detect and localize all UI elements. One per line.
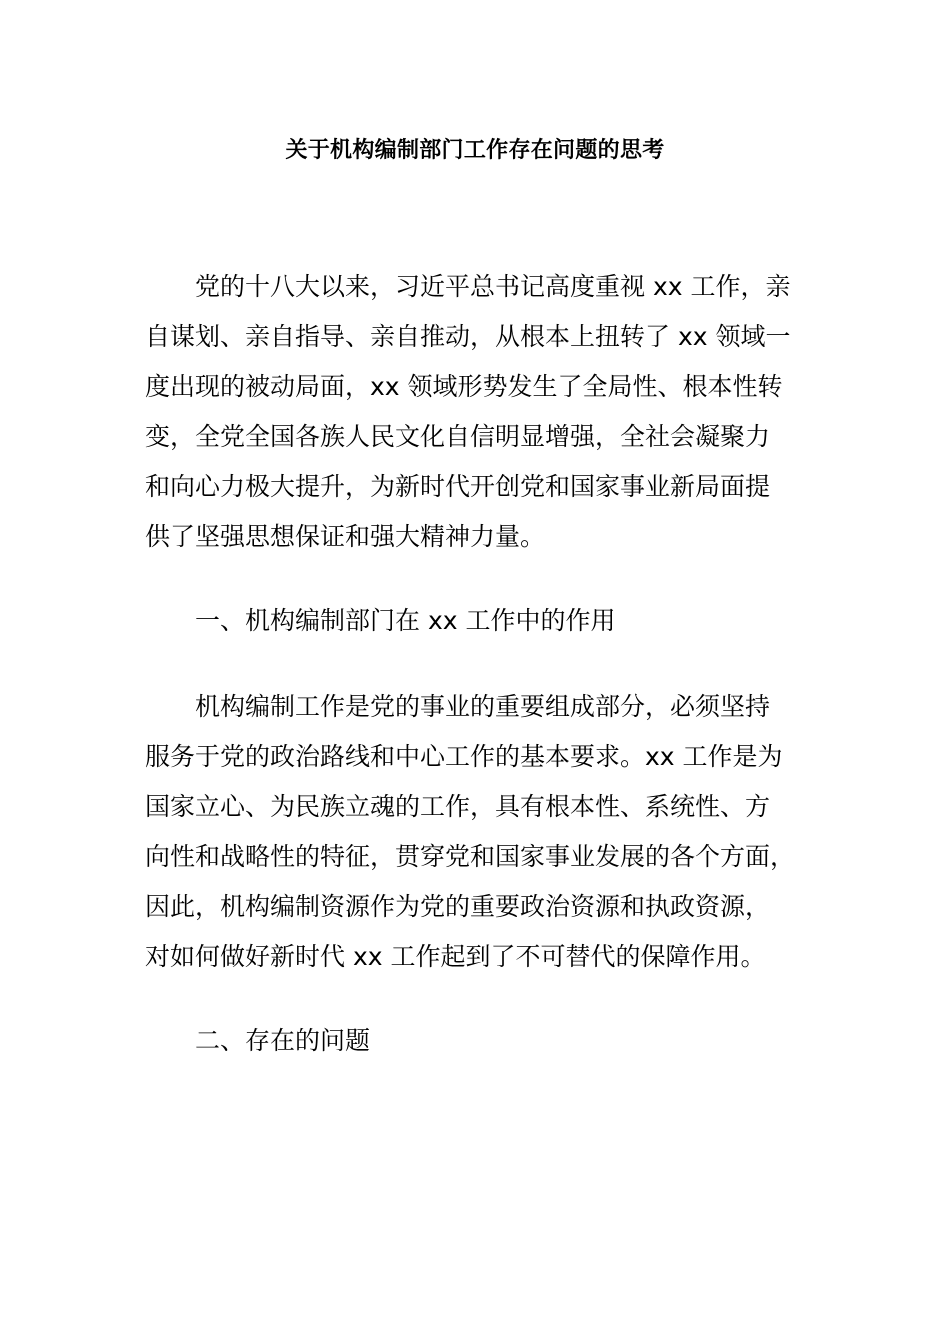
paragraph-line: 自谋划、亲自指导、亲自推动，从根本上扭转了 xx 领域一 <box>145 322 791 351</box>
paragraph-line: 向性和战略性的特征，贯穿党和国家事业发展的各个方面， <box>145 842 796 871</box>
paragraph-intro <box>145 262 815 562</box>
paragraph-line: 党的十八大以来，习近平总书记高度重视 xx 工作，亲 <box>195 272 791 301</box>
section-heading-1: 一、机构编制部门在 xx 工作中的作用 <box>195 606 616 635</box>
paragraph-line: 机构编制工作是党的事业的重要组成部分，必须坚持 <box>195 692 771 721</box>
paragraph-line: 因此，机构编制资源作为党的重要政治资源和执政资源， <box>145 892 771 921</box>
paragraph-line: 和向心力极大提升，为新时代开创党和国家事业新局面提 <box>145 472 771 501</box>
paragraph-line: 供了坚强思想保证和强大精神力量。 <box>145 522 546 551</box>
document-title: 关于机构编制部门工作存在问题的思考 <box>285 138 665 163</box>
paragraph-line: 度出现的被动局面，xx 领域形势发生了全局性、根本性转 <box>145 372 783 401</box>
paragraph-line: 变，全党全国各族人民文化自信明显增强，全社会凝聚力 <box>145 422 771 451</box>
paragraph-line: 对如何做好新时代 xx 工作起到了不可替代的保障作用。 <box>145 942 766 971</box>
paragraph-line: 国家立心、为民族立魂的工作，具有根本性、系统性、方 <box>145 792 771 821</box>
paragraph-line: 服务于党的政治路线和中心工作的基本要求。xx 工作是为 <box>145 742 783 771</box>
paragraph-role <box>145 682 815 982</box>
section-heading-2: 二、存在的问题 <box>195 1026 371 1055</box>
